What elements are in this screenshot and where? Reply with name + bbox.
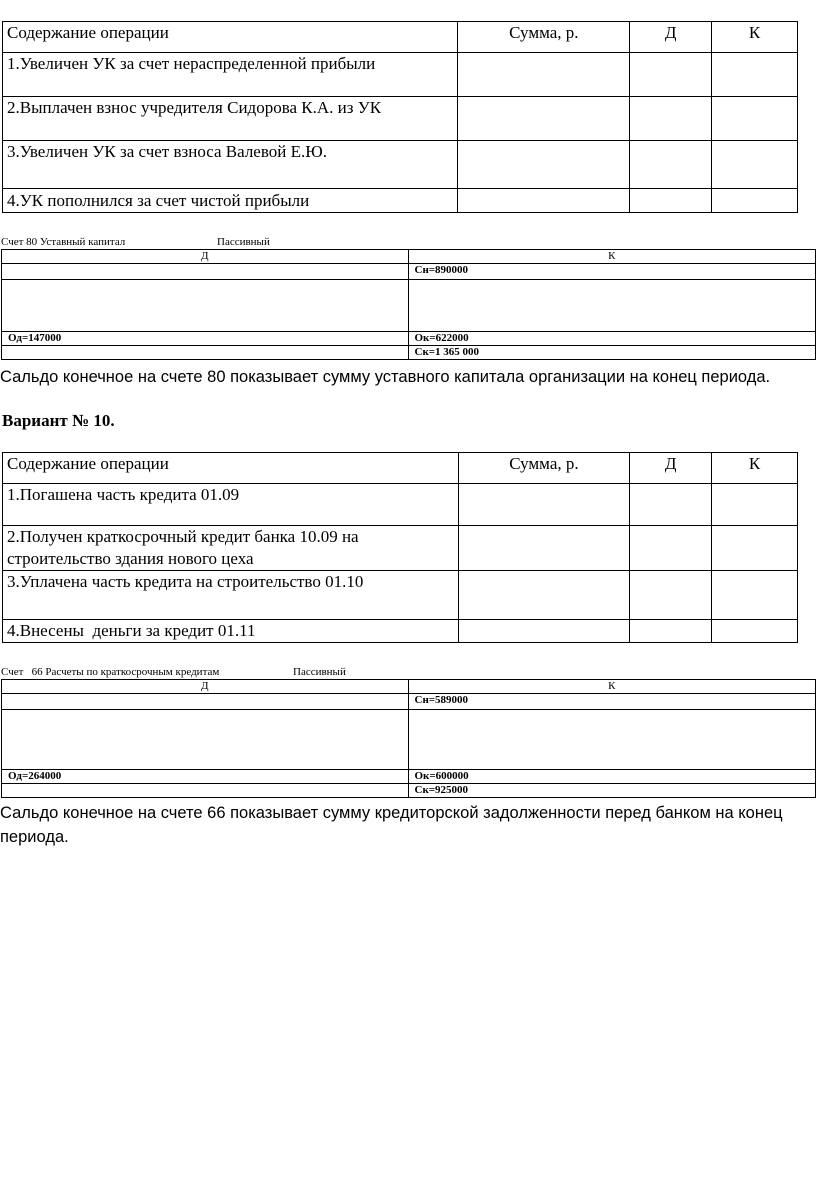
table-row: [3, 53, 798, 97]
operation-text: 1.Погашена часть кредита 01.09: [3, 484, 459, 526]
credit-entries-cell[interactable]: [408, 280, 816, 332]
debit-label: Д: [2, 250, 409, 264]
credit-cell[interactable]: [712, 484, 798, 526]
closing-balance: Ск=1 365 000: [408, 346, 816, 360]
operation-text: 3.Увеличен УК за счет взноса Валевой Е.Ю.: [3, 141, 458, 189]
table-row: [3, 141, 798, 189]
sum-cell[interactable]: [458, 571, 630, 620]
table-row: [3, 189, 798, 213]
debit-turnover: Од=264000: [2, 770, 409, 784]
debit-cell[interactable]: [630, 141, 712, 189]
table-row: [3, 571, 798, 620]
debit-opening-cell: [2, 264, 409, 280]
credit-label: К: [408, 680, 816, 694]
header-operation: Содержание операции: [3, 453, 459, 484]
header-debit: Д: [630, 453, 712, 484]
debit-cell[interactable]: [630, 189, 712, 213]
debit-closing-cell: [2, 784, 409, 798]
credit-cell[interactable]: [712, 571, 798, 620]
table-row: [3, 620, 798, 643]
sum-cell[interactable]: [458, 526, 630, 571]
credit-cell[interactable]: [712, 526, 798, 571]
operation-text: 2.Выплачен взнос учредителя Сидорова К.А. из УК: [3, 97, 458, 141]
debit-opening-cell: [2, 694, 409, 710]
sum-cell[interactable]: [458, 53, 630, 97]
closing-balance: Ск=925000: [408, 784, 816, 798]
operation-text: 3.Уплачена часть кредита на строительство 01.10: [3, 571, 459, 620]
operations-table-2: [2, 452, 798, 643]
account-80-title: Счет 80 Уставный капитал: [1, 236, 126, 248]
credit-cell[interactable]: [712, 97, 798, 141]
header-operation: Содержание операции: [3, 22, 458, 53]
credit-cell[interactable]: [712, 189, 798, 213]
sum-cell[interactable]: [458, 141, 630, 189]
debit-cell[interactable]: [630, 53, 712, 97]
conclusion-80: Сальдо конечное на счете 80 показывает сумму уставного капитала организации на конец периода.: [0, 368, 771, 386]
debit-closing-cell: [2, 346, 409, 360]
credit-label: К: [408, 250, 816, 264]
debit-cell[interactable]: [630, 571, 712, 620]
sum-cell[interactable]: [458, 484, 630, 526]
sum-cell[interactable]: [458, 97, 630, 141]
conclusion-66-line-2: периода.: [0, 828, 69, 846]
header-credit: К: [712, 453, 798, 484]
debit-cell[interactable]: [630, 620, 712, 643]
credit-entries-cell[interactable]: [408, 710, 816, 770]
operations-table-1: [2, 21, 798, 213]
credit-turnover: Ок=600000: [408, 770, 816, 784]
account-66-title: Счет 66 Расчеты по краткосрочным кредитам: [1, 666, 220, 678]
debit-entries-cell[interactable]: [2, 280, 409, 332]
t-account-66: [1, 679, 816, 798]
account-80-type: Пассивный: [217, 236, 270, 248]
operation-text: 4.УК пополнился за счет чистой прибыли: [3, 189, 458, 213]
header-credit: К: [712, 22, 798, 53]
debit-turnover: Од=147000: [2, 332, 409, 346]
account-66-type: Пассивный: [293, 666, 346, 678]
credit-turnover: Ок=622000: [408, 332, 816, 346]
header-sum: Сумма, р.: [458, 22, 630, 53]
table-row: [3, 526, 798, 571]
sum-cell[interactable]: [458, 189, 630, 213]
credit-cell[interactable]: [712, 141, 798, 189]
variant-heading: Вариант № 10.: [2, 411, 115, 430]
debit-cell[interactable]: [630, 484, 712, 526]
operation-text: 1.Увеличен УК за счет нераспределенной прибыли: [3, 53, 458, 97]
operation-text: 2.Получен краткосрочный кредит банка 10.09 на строительство здания нового цеха: [3, 526, 459, 571]
credit-cell[interactable]: [712, 53, 798, 97]
debit-entries-cell[interactable]: [2, 710, 409, 770]
debit-label: Д: [2, 680, 409, 694]
header-debit: Д: [630, 22, 712, 53]
t-account-80: [1, 249, 816, 360]
header-sum: Сумма, р.: [458, 453, 630, 484]
table-header-row: [3, 22, 798, 53]
table-header-row: [3, 453, 798, 484]
conclusion-66-line-1: Сальдо конечное на счете 66 показывает сумму кредиторской задолженности перед банком на конец: [0, 804, 783, 822]
sum-cell[interactable]: [458, 620, 630, 643]
operation-text: 4.Внесены деньги за кредит 01.11: [3, 620, 459, 643]
opening-balance: Сн=890000: [408, 264, 816, 280]
opening-balance: Сн=589000: [408, 694, 816, 710]
table-row: [3, 484, 798, 526]
debit-cell[interactable]: [630, 97, 712, 141]
credit-cell[interactable]: [712, 620, 798, 643]
debit-cell[interactable]: [630, 526, 712, 571]
table-row: [3, 97, 798, 141]
